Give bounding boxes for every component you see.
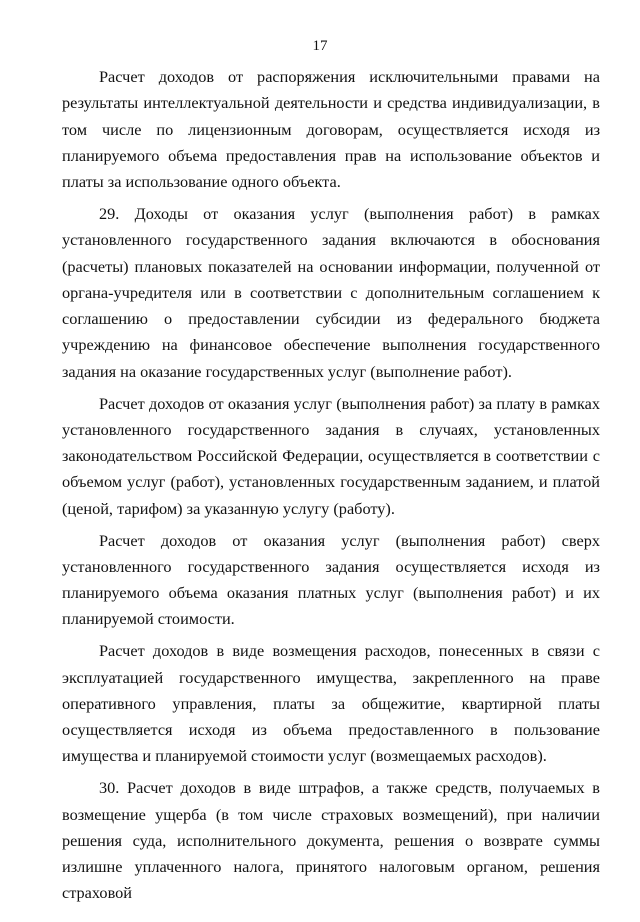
paragraph-income-exclusive-rights: Расчет доходов от распоряжения исключительными правами на результаты интеллектуальной деятельности и средства индивидуализации, в том числе по лицензионным договорам, осуществляется исходя из планируемого объема предоставления прав на использование объектов и платы за использование одного объекта.	[62, 67, 600, 192]
page-number: 17	[312, 38, 328, 54]
paragraph-paid-services-within-assignment: Расчет доходов от оказания услуг (выполнения работ) за плату в рамках установленного государственного задания в случаях, установленных законодательством Российской Федерации, осуществляется в соответствии с объемом услуг (работ), установленных государственным заданием, и платой (ценой, тарифом) за указанную услугу (работу).	[62, 393, 600, 518]
document-body	[62, 64, 600, 907]
paragraph-30-fines-and-damages: 30. Расчет доходов в виде штрафов, а также средств, получаемых в возмещение ущерба (в том числе страховых возмещений), при наличии решения суда, исполнительного документа, решения о возврате суммы излишне уплаченного налога, принятого налоговым органом, решения страховой	[62, 778, 600, 903]
paragraph-29-state-assignment-income: 29. Доходы от оказания услуг (выполнения работ) в рамках установленного государственного задания включаются в обоснования (расчеты) плановых показателей на основании информации, полученной от органа-учредителя или в соответствии с дополнительным соглашением к соглашению о предоставлении субсидии из федерального бюджета учреждению на финансовое обеспечение выполнения государственного задания на оказание государственных услуг (выполнение работ).	[62, 203, 600, 381]
paragraph-services-above-assignment: Расчет доходов от оказания услуг (выполнения работ) сверх установленного государственного задания осуществляется исходя из планируемого объема оказания платных услуг (выполнения работ) и их планируемой стоимости.	[62, 530, 600, 629]
paragraph-expense-reimbursement: Расчет доходов в виде возмещения расходов, понесенных в связи с эксплуатацией государственного имущества, закрепленного на праве оперативного управления, платы за общежитие, квартирной платы осуществляется исходя из объема предоставленного в пользование имущества и планируемой стоимости услуг (возмещаемых расходов).	[62, 641, 600, 766]
